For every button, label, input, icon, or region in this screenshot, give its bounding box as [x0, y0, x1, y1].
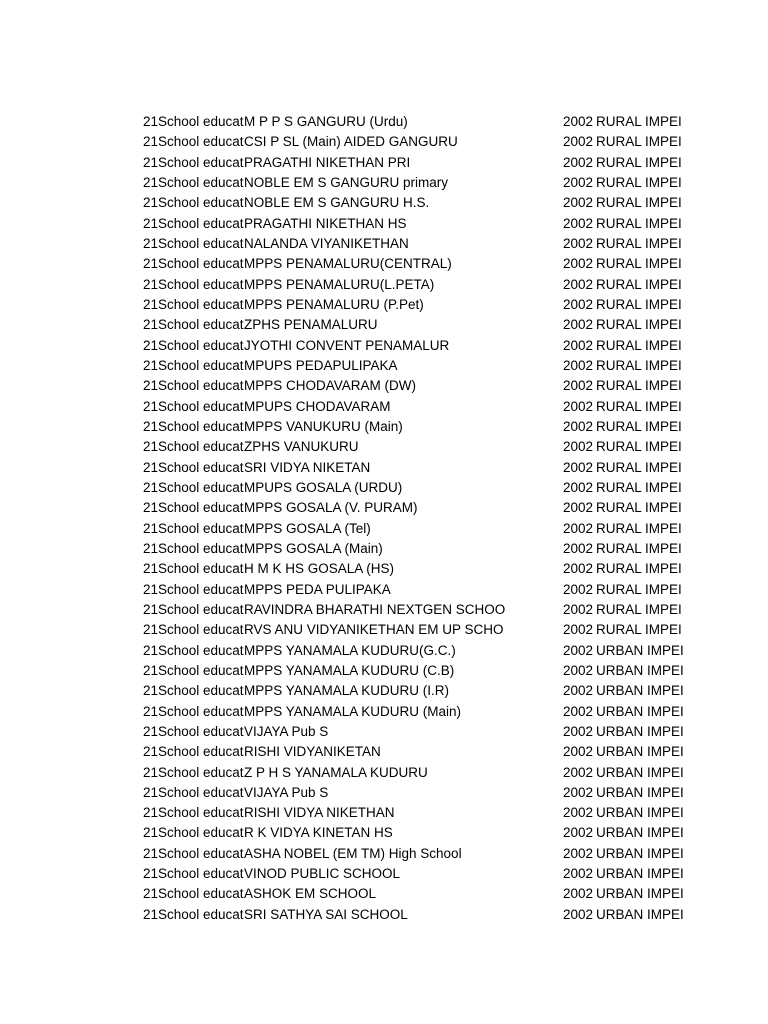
row-number: 21 — [142, 134, 158, 150]
row-category: School educat — [158, 601, 244, 617]
table-row — [138, 132, 686, 152]
table-row — [138, 539, 686, 559]
row-school-name: MPPS YANAMALA KUDURU (C.B) — [244, 662, 455, 678]
row-category: School educat — [158, 561, 244, 577]
row-school-name: CSI P SL (Main) AIDED GANGURU — [244, 134, 458, 150]
row-number: 21 — [142, 540, 158, 556]
row-number: 21 — [142, 764, 158, 780]
row-area-type: RURAL IMPEI — [596, 215, 682, 231]
row-number: 21 — [142, 805, 158, 821]
table-row — [138, 437, 686, 457]
table-row — [138, 498, 686, 518]
row-year: 2002 — [563, 439, 594, 455]
row-category: School educat — [158, 886, 244, 902]
row-area-type: URBAN IMPEI — [596, 825, 684, 841]
row-number: 21 — [142, 866, 158, 882]
row-number: 21 — [142, 520, 158, 536]
row-area-type: URBAN IMPEI — [596, 886, 684, 902]
row-area-type: URBAN IMPEI — [596, 662, 684, 678]
table-row — [138, 864, 686, 884]
row-category: School educat — [158, 215, 244, 231]
table-row — [138, 173, 686, 193]
row-school-name: Z P H S YANAMALA KUDURU — [244, 764, 428, 780]
row-year: 2002 — [563, 642, 594, 658]
row-year: 2002 — [563, 235, 594, 251]
row-school-name: MPPS PEDA PULIPAKA — [244, 581, 391, 597]
row-category: School educat — [158, 459, 244, 475]
row-area-type: RURAL IMPEI — [596, 561, 682, 577]
row-area-type: RURAL IMPEI — [596, 520, 682, 536]
table-row — [138, 600, 686, 620]
row-school-name: SRI VIDYA NIKETAN — [244, 459, 371, 475]
row-number: 21 — [142, 357, 158, 373]
row-school-name: RISHI VIDYA NIKETHAN — [244, 805, 395, 821]
row-year: 2002 — [563, 622, 594, 638]
row-category: School educat — [158, 784, 244, 800]
row-school-name: H M K HS GOSALA (HS) — [244, 561, 395, 577]
row-area-type: RURAL IMPEI — [596, 622, 682, 638]
table-row — [138, 905, 686, 925]
row-year: 2002 — [563, 845, 594, 861]
row-school-name: JYOTHI CONVENT PENAMALUR — [244, 337, 450, 353]
row-category: School educat — [158, 235, 244, 251]
row-year: 2002 — [563, 317, 594, 333]
row-year: 2002 — [563, 195, 594, 211]
row-year: 2002 — [563, 561, 594, 577]
row-school-name: MPPS PENAMALURU (P.Pet) — [244, 296, 424, 312]
row-category: School educat — [158, 764, 244, 780]
row-year: 2002 — [563, 784, 594, 800]
row-category: School educat — [158, 439, 244, 455]
table-row — [138, 214, 686, 234]
table-row — [138, 763, 686, 783]
row-area-type: URBAN IMPEI — [596, 805, 684, 821]
table-row — [138, 823, 686, 843]
row-school-name: PRAGATHI NIKETHAN HS — [244, 215, 407, 231]
row-category: School educat — [158, 479, 244, 495]
row-number: 21 — [142, 723, 158, 739]
row-category: School educat — [158, 845, 244, 861]
row-category: School educat — [158, 276, 244, 292]
table-row — [138, 681, 686, 701]
row-year: 2002 — [563, 662, 594, 678]
row-year: 2002 — [563, 764, 594, 780]
row-year: 2002 — [563, 723, 594, 739]
table-row — [138, 356, 686, 376]
row-school-name: MPPS YANAMALA KUDURU(G.C.) — [244, 642, 456, 658]
row-number: 21 — [142, 337, 158, 353]
row-number: 21 — [142, 479, 158, 495]
row-year: 2002 — [563, 581, 594, 597]
row-category: School educat — [158, 662, 244, 678]
row-school-name: NOBLE EM S GANGURU primary — [244, 174, 449, 190]
row-number: 21 — [142, 235, 158, 251]
row-year: 2002 — [563, 337, 594, 353]
row-number: 21 — [142, 215, 158, 231]
table-row — [138, 234, 686, 254]
row-school-name: NALANDA VIYANIKETHAN — [244, 235, 409, 251]
row-school-name: MPPS PENAMALURU(L.PETA) — [244, 276, 435, 292]
row-number: 21 — [142, 195, 158, 211]
row-area-type: RURAL IMPEI — [596, 174, 682, 190]
row-year: 2002 — [563, 906, 594, 922]
row-school-name: M P P S GANGURU (Urdu) — [244, 114, 408, 129]
row-number: 21 — [142, 845, 158, 861]
row-school-name: R K VIDYA KINETAN HS — [244, 825, 393, 841]
row-year: 2002 — [563, 805, 594, 821]
row-school-name: ZPHS PENAMALURU — [244, 317, 378, 333]
row-area-type: URBAN IMPEI — [596, 845, 684, 861]
row-number: 21 — [142, 378, 158, 394]
row-category: School educat — [158, 134, 244, 150]
table-row — [138, 275, 686, 295]
row-category: School educat — [158, 642, 244, 658]
row-category: School educat — [158, 805, 244, 821]
row-area-type: RURAL IMPEI — [596, 479, 682, 495]
table-row — [138, 783, 686, 803]
row-category: School educat — [158, 703, 244, 719]
row-school-name: MPPS VANUKURU (Main) — [244, 418, 403, 434]
row-category: School educat — [158, 398, 244, 414]
table-row — [138, 580, 686, 600]
row-year: 2002 — [563, 378, 594, 394]
row-area-type: RURAL IMPEI — [596, 540, 682, 556]
row-area-type: RURAL IMPEI — [596, 337, 682, 353]
row-category: School educat — [158, 357, 244, 373]
row-number: 21 — [142, 174, 158, 190]
row-area-type: RURAL IMPEI — [596, 317, 682, 333]
row-area-type: RURAL IMPEI — [596, 296, 682, 312]
row-number: 21 — [142, 500, 158, 516]
row-area-type: URBAN IMPEI — [596, 906, 684, 922]
row-number: 21 — [142, 744, 158, 760]
table-row — [138, 153, 686, 173]
row-area-type: RURAL IMPEI — [596, 235, 682, 251]
table-row — [138, 641, 686, 661]
row-school-name: PRAGATHI NIKETHAN PRI — [244, 154, 411, 170]
row-year: 2002 — [563, 418, 594, 434]
row-year: 2002 — [563, 296, 594, 312]
row-category: School educat — [158, 906, 244, 922]
row-year: 2002 — [563, 215, 594, 231]
row-area-type: URBAN IMPEI — [596, 642, 684, 658]
row-area-type: URBAN IMPEI — [596, 784, 684, 800]
table-row — [138, 722, 686, 742]
row-number: 21 — [142, 703, 158, 719]
row-number: 21 — [142, 825, 158, 841]
row-school-name: MPPS CHODAVARAM (DW) — [244, 378, 416, 394]
row-school-name: RISHI VIDYANIKETAN — [244, 744, 381, 760]
row-area-type: RURAL IMPEI — [596, 276, 682, 292]
row-category: School educat — [158, 256, 244, 272]
row-area-type: URBAN IMPEI — [596, 764, 684, 780]
row-category: School educat — [158, 500, 244, 516]
row-school-name: MPPS YANAMALA KUDURU (I.R) — [244, 683, 450, 699]
row-area-type: RURAL IMPEI — [596, 357, 682, 373]
table-row — [138, 519, 686, 539]
row-school-name: VIJAYA Pub S — [244, 784, 329, 800]
row-category: School educat — [158, 418, 244, 434]
row-number: 21 — [142, 642, 158, 658]
row-area-type: RURAL IMPEI — [596, 398, 682, 414]
table-row — [138, 478, 686, 498]
row-year: 2002 — [563, 825, 594, 841]
row-category: School educat — [158, 520, 244, 536]
row-school-name: VIJAYA Pub S — [244, 723, 329, 739]
row-year: 2002 — [563, 683, 594, 699]
row-school-name: SRI SATHYA SAI SCHOOL — [244, 906, 408, 922]
row-area-type: URBAN IMPEI — [596, 866, 684, 882]
row-year: 2002 — [563, 459, 594, 475]
row-area-type: RURAL IMPEI — [596, 195, 682, 211]
row-school-name: MPPS GOSALA (Main) — [244, 540, 383, 556]
row-school-name: MPPS GOSALA (Tel) — [244, 520, 371, 536]
row-year: 2002 — [563, 114, 594, 129]
row-number: 21 — [142, 601, 158, 617]
row-number: 21 — [142, 398, 158, 414]
row-area-type: RURAL IMPEI — [596, 459, 682, 475]
row-area-type: URBAN IMPEI — [596, 723, 684, 739]
school-table — [138, 112, 686, 925]
table-row — [138, 884, 686, 904]
table-row — [138, 661, 686, 681]
table-row — [138, 417, 686, 437]
row-area-type: RURAL IMPEI — [596, 418, 682, 434]
row-school-name: MPUPS GOSALA (URDU) — [244, 479, 403, 495]
table-row — [138, 702, 686, 722]
row-year: 2002 — [563, 500, 594, 516]
row-area-type: URBAN IMPEI — [596, 683, 684, 699]
row-year: 2002 — [563, 256, 594, 272]
row-year: 2002 — [563, 601, 594, 617]
row-category: School educat — [158, 337, 244, 353]
row-number: 21 — [142, 418, 158, 434]
row-year: 2002 — [563, 154, 594, 170]
row-number: 21 — [142, 581, 158, 597]
row-category: School educat — [158, 317, 244, 333]
row-school-name: MPUPS CHODAVARAM — [244, 398, 391, 414]
row-number: 21 — [142, 622, 158, 638]
row-number: 21 — [142, 296, 158, 312]
row-school-name: VINOD PUBLIC SCHOOL — [244, 866, 401, 882]
row-year: 2002 — [563, 866, 594, 882]
table-row — [138, 559, 686, 579]
table-row — [138, 295, 686, 315]
row-area-type: RURAL IMPEI — [596, 500, 682, 516]
row-year: 2002 — [563, 174, 594, 190]
row-number: 21 — [142, 317, 158, 333]
row-category: School educat — [158, 174, 244, 190]
row-number: 21 — [142, 683, 158, 699]
row-number: 21 — [142, 886, 158, 902]
row-area-type: RURAL IMPEI — [596, 601, 682, 617]
row-area-type: RURAL IMPEI — [596, 114, 682, 129]
row-area-type: RURAL IMPEI — [596, 154, 682, 170]
row-year: 2002 — [563, 886, 594, 902]
row-category: School educat — [158, 683, 244, 699]
row-area-type: RURAL IMPEI — [596, 256, 682, 272]
row-category: School educat — [158, 378, 244, 394]
row-school-name: MPUPS PEDAPULIPAKA — [244, 357, 398, 373]
row-year: 2002 — [563, 744, 594, 760]
row-year: 2002 — [563, 540, 594, 556]
row-school-name: ZPHS VANUKURU — [244, 439, 359, 455]
row-year: 2002 — [563, 520, 594, 536]
row-area-type: URBAN IMPEI — [596, 703, 684, 719]
table-row — [138, 112, 686, 132]
table-row — [138, 620, 686, 640]
row-school-name: RAVINDRA BHARATHI NEXTGEN SCHOO — [244, 601, 506, 617]
table-row — [138, 742, 686, 762]
row-year: 2002 — [563, 703, 594, 719]
row-year: 2002 — [563, 276, 594, 292]
row-school-name: RVS ANU VIDYANIKETHAN EM UP SCHO — [244, 622, 504, 638]
row-number: 21 — [142, 256, 158, 272]
table-row — [138, 803, 686, 823]
row-school-name: NOBLE EM S GANGURU H.S. — [244, 195, 430, 211]
table-row — [138, 315, 686, 335]
row-school-name: ASHOK EM SCHOOL — [244, 886, 377, 902]
row-category: School educat — [158, 622, 244, 638]
row-school-name: ASHA NOBEL (EM TM) High School — [244, 845, 462, 861]
table-row — [138, 458, 686, 478]
row-number: 21 — [142, 906, 158, 922]
row-number: 21 — [142, 459, 158, 475]
table-row — [138, 397, 686, 417]
row-year: 2002 — [563, 357, 594, 373]
table-row — [138, 844, 686, 864]
row-category: School educat — [158, 866, 244, 882]
table-row — [138, 336, 686, 356]
row-number: 21 — [142, 439, 158, 455]
row-category: School educat — [158, 296, 244, 312]
row-category: School educat — [158, 825, 244, 841]
row-category: School educat — [158, 154, 244, 170]
row-area-type: RURAL IMPEI — [596, 134, 682, 150]
row-number: 21 — [142, 561, 158, 577]
row-school-name: MPPS PENAMALURU(CENTRAL) — [244, 256, 452, 272]
row-area-type: RURAL IMPEI — [596, 439, 682, 455]
row-area-type: RURAL IMPEI — [596, 378, 682, 394]
row-number: 21 — [142, 784, 158, 800]
row-number: 21 — [142, 276, 158, 292]
row-number: 21 — [142, 154, 158, 170]
row-category: School educat — [158, 114, 244, 129]
row-category: School educat — [158, 581, 244, 597]
row-number: 21 — [142, 662, 158, 678]
row-year: 2002 — [563, 134, 594, 150]
row-year: 2002 — [563, 479, 594, 495]
row-school-name: MPPS YANAMALA KUDURU (Main) — [244, 703, 462, 719]
row-area-type: URBAN IMPEI — [596, 744, 684, 760]
row-category: School educat — [158, 744, 244, 760]
table-row — [138, 376, 686, 396]
table-row — [138, 254, 686, 274]
row-year: 2002 — [563, 398, 594, 414]
row-number: 21 — [142, 114, 158, 129]
row-category: School educat — [158, 195, 244, 211]
row-category: School educat — [158, 723, 244, 739]
row-category: School educat — [158, 540, 244, 556]
row-area-type: RURAL IMPEI — [596, 581, 682, 597]
table-row — [138, 193, 686, 213]
row-school-name: MPPS GOSALA (V. PURAM) — [244, 500, 418, 516]
